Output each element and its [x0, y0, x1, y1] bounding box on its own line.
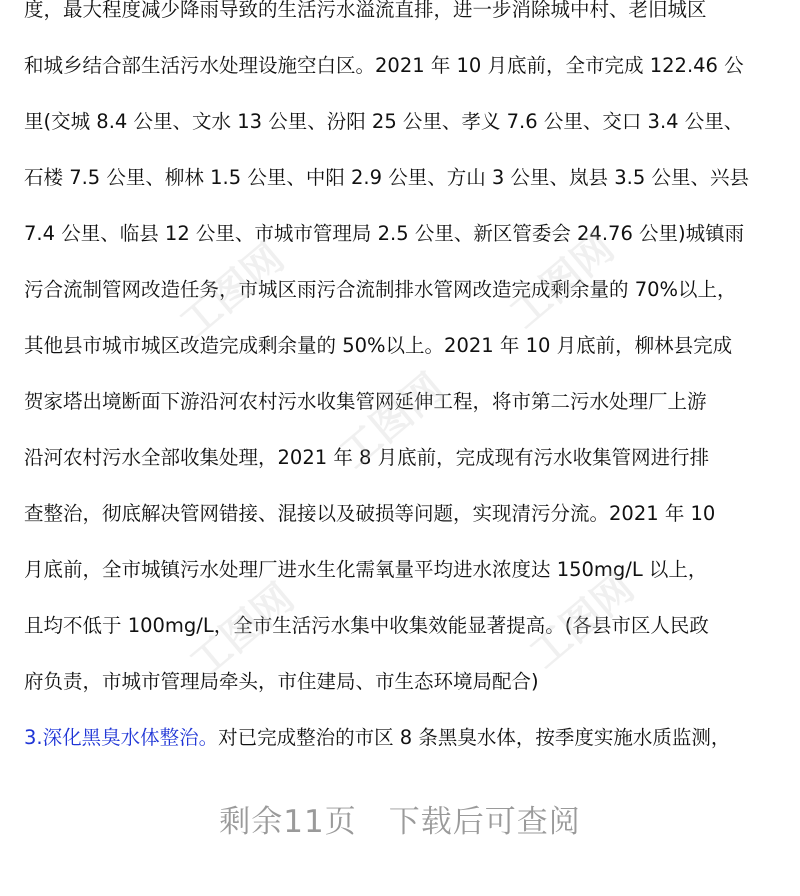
text-line: 月底前，全市城镇污水处理厂进水生化需氧量平均进水浓度达 150mg/L 以上， — [24, 558, 708, 581]
text-line: 里(交城 8.4 公里、文水 13 公里、汾阳 25 公里、孝义 7.6 公里、交口 3.4 公里、 — [24, 110, 744, 133]
document-body — [24, 0, 776, 766]
text-line: 7.4 公里、临县 12 公里、市城市管理局 2.5 公里、新区管委会 24.76 公里)城镇雨 — [24, 222, 745, 245]
watermark: 工图网 — [171, 234, 293, 348]
text-line: 且均不低于 100mg/L，全市生活污水集中收集效能显著提高。(各县市区人民政 — [24, 614, 709, 637]
text-line: 和城乡结合部生活污水处理设施空白区。2021 年 10 月底前，全市完成 122.46 公 — [24, 54, 744, 77]
download-prompt[interactable] — [0, 790, 800, 854]
watermark: 工图网 — [331, 364, 453, 478]
text-line: 贺家塔出境断面下游沿河农村污水收集管网延伸工程，将市第二污水处理厂上游 — [24, 390, 707, 413]
text-line: 府负责，市城市管理局牵头，市住建局、市生态环境局配合) — [24, 670, 539, 693]
text-line: 沿河农村污水全部收集处理，2021 年 8 月底前，完成现有污水收集管网进行排 — [24, 446, 710, 469]
download-to-read-label: 下载后可查阅 — [388, 804, 581, 840]
text-line: 其他县市城市城区改造完成剩余量的 50%以上。2021 年 10 月底前，柳林县完成 — [24, 334, 733, 357]
text-line: 查整治，彻底解决管网错接、混接以及破损等问题，实现清污分流。2021 年 10 — [24, 502, 716, 525]
watermark: 工图网 — [181, 574, 303, 688]
watermark: 工图网 — [521, 564, 643, 678]
text-line: 石楼 7.5 公里、柳林 1.5 公里、中阳 2.9 公里、方山 3 公里、岚县 3.5 公里、兴县 — [24, 166, 749, 189]
section-text: 对已完成整治的市区 8 条黑臭水体，按季度实施水质监测， — [218, 726, 731, 749]
remaining-pages-label: 剩余11页 — [219, 804, 357, 840]
text-line: 度，最大程度减少降雨导致的生活污水溢流直排，进一步消除城中村、老旧城区 — [24, 0, 707, 21]
section-line — [24, 710, 776, 766]
text-line: 污合流制管网改造任务，市城区雨污合流制排水管网改造完成剩余量的 70%以上， — [24, 278, 737, 301]
watermark: 工图网 — [501, 224, 623, 338]
section-heading: 3.深化黑臭水体整治。 — [24, 726, 219, 749]
